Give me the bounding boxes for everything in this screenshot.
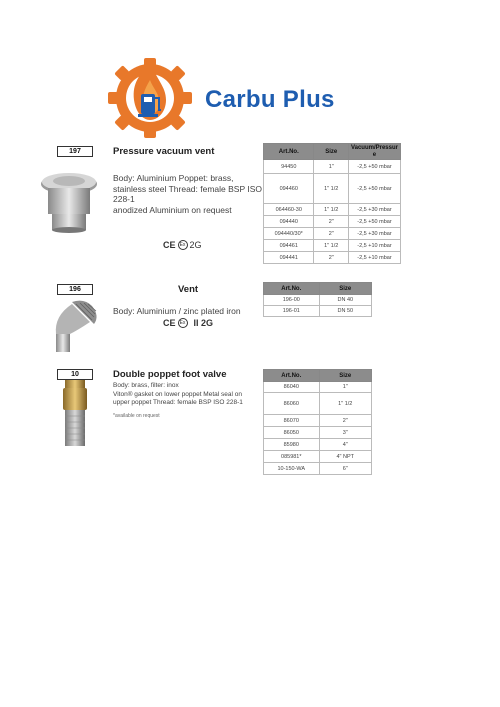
table-cell: 2" [314, 216, 348, 228]
product-description [113, 382, 243, 408]
column-header: Size [319, 283, 371, 295]
table-cell: 196-01 [264, 306, 320, 317]
table-row [264, 382, 372, 393]
column-header [348, 144, 400, 160]
column-header: Size [314, 144, 348, 160]
table-row [264, 415, 372, 427]
certification-text: II 2G [193, 318, 214, 328]
table-cell: 86060 [264, 393, 320, 415]
ex-icon: Ex [178, 240, 188, 250]
foot-valve-image [62, 380, 88, 446]
certification-text: 2G [189, 240, 202, 250]
table-cell: 86040 [264, 382, 320, 393]
product-description [113, 306, 241, 317]
product-title: Vent [178, 284, 199, 295]
product-table [263, 282, 372, 317]
table-cell: -2,5 +10 mbar [348, 252, 400, 264]
table-row [264, 439, 372, 451]
table-cell: 2" [319, 415, 371, 427]
table-cell: 3" [319, 427, 371, 439]
header-line: Vacuum/Pressur [350, 144, 398, 151]
certification-marks [163, 240, 202, 250]
table-row [264, 174, 401, 204]
description-line: Body: Aluminium Poppet: brass, [113, 173, 234, 183]
table-row [264, 393, 372, 415]
table-row [264, 252, 401, 264]
ce-mark: CE [163, 240, 176, 250]
table-cell: 85980 [264, 439, 320, 451]
column-header: Art.No. [264, 283, 320, 295]
table-cell: 6" [319, 463, 371, 475]
table-cell: 094461 [264, 240, 314, 252]
table-cell: 1" 1/2 [314, 174, 348, 204]
table-cell: -2,5 +10 mbar [348, 240, 400, 252]
table-cell: -2,5 +50 mbar [348, 174, 400, 204]
table-cell: -2,5 +50 mbar [348, 160, 400, 174]
column-header: Art.No. [264, 144, 314, 160]
carbu-plus-logo [104, 50, 196, 140]
table-row [264, 240, 401, 252]
table-cell: 2" [314, 252, 348, 264]
table-cell: 196-00 [264, 295, 320, 306]
brand-name: Carbu Plus [205, 86, 335, 113]
description-line: 228-1 [113, 194, 135, 204]
table-cell: 10-150-WA [264, 463, 320, 475]
description-line: Body: Aluminium / zinc plated iron [113, 306, 241, 316]
table-cell: 86050 [264, 427, 320, 439]
ex-icon: Ex [178, 318, 188, 328]
table-cell: 094460 [264, 174, 314, 204]
product-title: Pressure vacuum vent [113, 146, 215, 157]
description-line: anodized Aluminium on request [113, 204, 232, 215]
table-row [264, 451, 372, 463]
table-row [264, 160, 401, 174]
description-line: Body: brass, filter: inox [113, 382, 179, 389]
table-cell: 4" NPT [319, 451, 371, 463]
table-cell: DN 50 [319, 306, 371, 317]
table-row [264, 204, 401, 216]
table-row [264, 463, 372, 475]
table-cell: 2" [314, 228, 348, 240]
pressure-vacuum-vent-image [38, 170, 100, 234]
table-cell: 1" 1/2 [314, 204, 348, 216]
table-cell: -2,5 +30 mbar [348, 228, 400, 240]
table-cell: 085981* [264, 451, 320, 463]
table-cell: 094440 [264, 216, 314, 228]
product-code-box: 197 [57, 146, 93, 157]
column-header: Size [319, 370, 371, 382]
table-cell: 1" 1/2 [319, 393, 371, 415]
table-cell: 86070 [264, 415, 320, 427]
product-title: Double poppet foot valve [113, 369, 227, 380]
table-cell: 1" [314, 160, 348, 174]
table-cell: 094440/30* [264, 228, 314, 240]
product-table [263, 143, 401, 264]
description-line: Viton® gasket on lower poppet Metal seal on [113, 390, 242, 398]
table-cell: 094441 [264, 252, 314, 264]
table-cell: 4" [319, 439, 371, 451]
footnote: *available on request [113, 413, 160, 419]
table-row [264, 295, 372, 306]
product-code-box: 196 [57, 284, 93, 295]
product-description [113, 173, 262, 215]
product-code-box: 10 [57, 369, 93, 380]
certification-marks [163, 318, 213, 328]
description-line: upper poppet Thread: female BSP ISO 228-1 [113, 399, 243, 406]
table-row [264, 427, 372, 439]
table-row [264, 216, 401, 228]
table-cell: 94450 [264, 160, 314, 174]
table-cell: -2,5 +50 mbar [348, 216, 400, 228]
vent-image [46, 296, 100, 352]
table-cell: 064460-30 [264, 204, 314, 216]
table-cell: 1" [319, 382, 371, 393]
column-header: Art.No. [264, 370, 320, 382]
table-cell: -2,5 +30 mbar [348, 204, 400, 216]
ce-mark: CE [163, 318, 176, 328]
header-line: e [372, 151, 377, 158]
description-line: stainless steel Thread: female BSP ISO [113, 183, 262, 194]
product-table [263, 369, 372, 475]
table-row [264, 306, 372, 317]
table-row [264, 228, 401, 240]
table-cell: 1" 1/2 [314, 240, 348, 252]
table-cell: DN 40 [319, 295, 371, 306]
